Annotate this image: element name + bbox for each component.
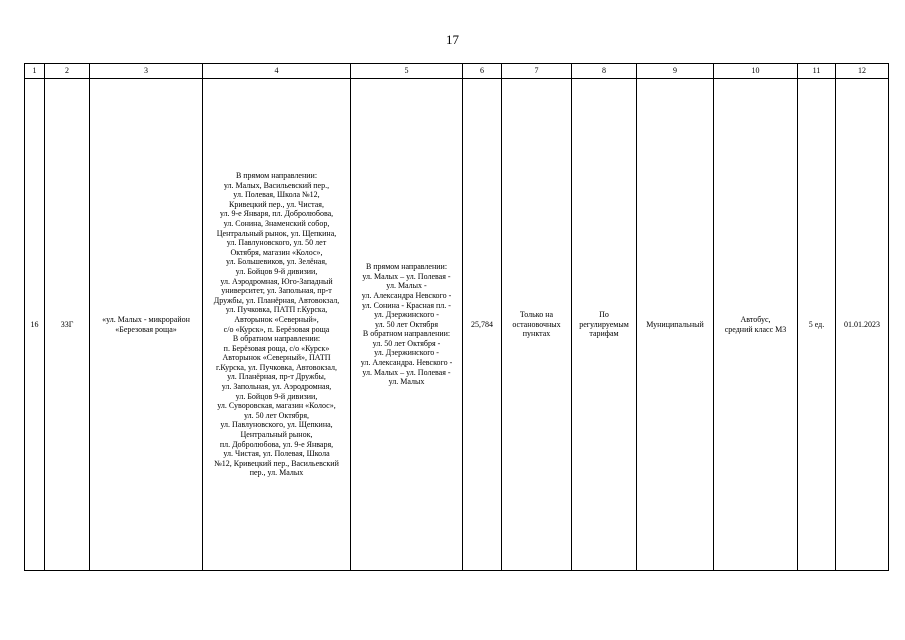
stops-line: ул. Полевая, Школа №12,	[233, 190, 320, 200]
column-number: 4	[203, 64, 351, 79]
streets-line: В обратном направлении:	[362, 329, 451, 339]
stops-line: ул. Бойцов 9-й дивизии,	[235, 266, 318, 276]
column-number: 11	[798, 64, 836, 79]
vehicle-count: 5 ед.	[798, 79, 836, 571]
streets-line: ул. Малых -	[386, 281, 427, 291]
route-number: 33Г	[45, 79, 90, 571]
column-number: 3	[90, 64, 203, 79]
stops-line: Октября, магазин «Колос»,	[230, 247, 323, 257]
stops-line: п. Берёзовая роща, с/о «Курск»	[223, 343, 330, 353]
stops-line: ул. 9-е Января, пл. Добролюбова,	[219, 209, 334, 219]
stops-line: ул. Запольная, ул. Аэродромная,	[221, 382, 332, 392]
route-registry-table	[24, 63, 889, 571]
stops-line: г.Курска, ул. Пучковка, Автовокзал,	[215, 362, 338, 372]
stops-line: Центральный рынок,	[240, 430, 313, 440]
streets-line: В прямом направлении:	[365, 262, 448, 272]
tariff-line: По	[599, 310, 609, 320]
stops-line: ул. Сонина, Знаменский собор,	[223, 218, 330, 228]
stop-mode-line: Только на	[519, 310, 554, 320]
streets-line: ул. Малых – ул. Полевая -	[362, 271, 451, 281]
page-number: 17	[446, 32, 459, 47]
stops-line: пер., ул. Малых	[249, 468, 304, 478]
stops-line: университет, ул. Запольная, пр-т	[221, 286, 332, 296]
stop-mode-line: остановочных	[512, 319, 561, 329]
start-date: 01.01.2023	[836, 79, 889, 571]
route-name: «ул. Малых - микрорайон «Березовая роща»	[90, 79, 203, 571]
tariff-type	[572, 79, 637, 571]
column-number: 6	[463, 64, 502, 79]
tariff-line: регулируемым	[579, 319, 629, 329]
stops-line: Центральный рынок, ул. Щепкина,	[216, 228, 337, 238]
streets-line: ул. Дзержинского -	[374, 348, 439, 358]
stops-line: ул. Аэродромная, Юго-Западный	[220, 276, 333, 286]
stop-mode-line: пунктах	[522, 329, 551, 339]
column-number-row	[25, 64, 889, 79]
stops-line: ул. 50 лет Октября,	[243, 410, 310, 420]
row-number: 16	[25, 79, 45, 571]
table-row	[25, 79, 889, 571]
stops-line: №12, Кривецкий пер., Васильевский	[214, 458, 339, 468]
streets-line: ул. 50 лет Октября -	[372, 338, 441, 348]
vehicle-class	[714, 79, 798, 571]
transport-type: Муниципальный	[637, 79, 714, 571]
stops-line: ул. Павлуновского, ул. 50 лет	[226, 238, 327, 248]
column-number: 7	[502, 64, 572, 79]
stops-line: ул. Павлуновского, ул. Щепкина,	[220, 420, 333, 430]
stops-line: ул. Планёрная, пр-т Дружбы,	[227, 372, 326, 382]
vehicle-line: средний класс М3	[724, 324, 787, 334]
streets-line: ул. Александра. Невского -	[360, 358, 453, 368]
stops-line: В прямом направлении:	[235, 171, 318, 180]
streets-list	[351, 79, 463, 571]
stops-list	[203, 79, 351, 571]
stops-line: Дружбы, ул. Планёрная, Автовокзал,	[213, 295, 340, 305]
streets-line: ул. Малых	[388, 377, 425, 387]
column-number: 9	[637, 64, 714, 79]
streets-line: ул. 50 лет Октября	[374, 319, 439, 329]
vehicle-line: Автобус,	[740, 314, 771, 324]
stop-mode	[502, 79, 572, 571]
stops-line: ул. Большевиков, ул. Зелёная,	[225, 257, 328, 267]
column-number: 2	[45, 64, 90, 79]
stops-line: ул. Пучковка, ПАТП г.Курска,	[225, 305, 328, 315]
column-number: 10	[714, 64, 798, 79]
stops-line: пл. Добролюбова, ул. 9-е Января,	[219, 439, 334, 449]
column-number: 1	[25, 64, 45, 79]
streets-line: ул. Александра Невского -	[361, 290, 452, 300]
stops-line: Авторынок «Северный»,	[234, 314, 319, 324]
stops-line: с/о «Курск», п. Берёзовая роща	[223, 324, 330, 334]
stops-line: В обратном направлении:	[232, 334, 321, 344]
stops-line: Кривецкий пер., ул. Чистая,	[229, 199, 324, 209]
stops-line: ул. Бойцов 9-й дивизии,	[235, 391, 318, 401]
column-number: 8	[572, 64, 637, 79]
route-length: 25,784	[463, 79, 502, 571]
tariff-line: тарифам	[589, 329, 619, 339]
streets-line: ул. Дзержинского -	[374, 310, 439, 320]
column-number: 12	[836, 64, 889, 79]
stops-line: ул. Чистая, ул. Полевая, Школа	[223, 449, 330, 459]
stops-line: Авторынок «Северный», ПАТП	[222, 353, 331, 363]
column-number: 5	[351, 64, 463, 79]
streets-line: ул. Малых – ул. Полевая -	[362, 367, 451, 377]
stops-line: ул. Суворовская, магазин «Колос»,	[217, 401, 336, 411]
stops-line: ул. Малых, Васильевский пер.,	[223, 180, 330, 190]
streets-line: ул. Сонина - Красная пл. -	[362, 300, 451, 310]
